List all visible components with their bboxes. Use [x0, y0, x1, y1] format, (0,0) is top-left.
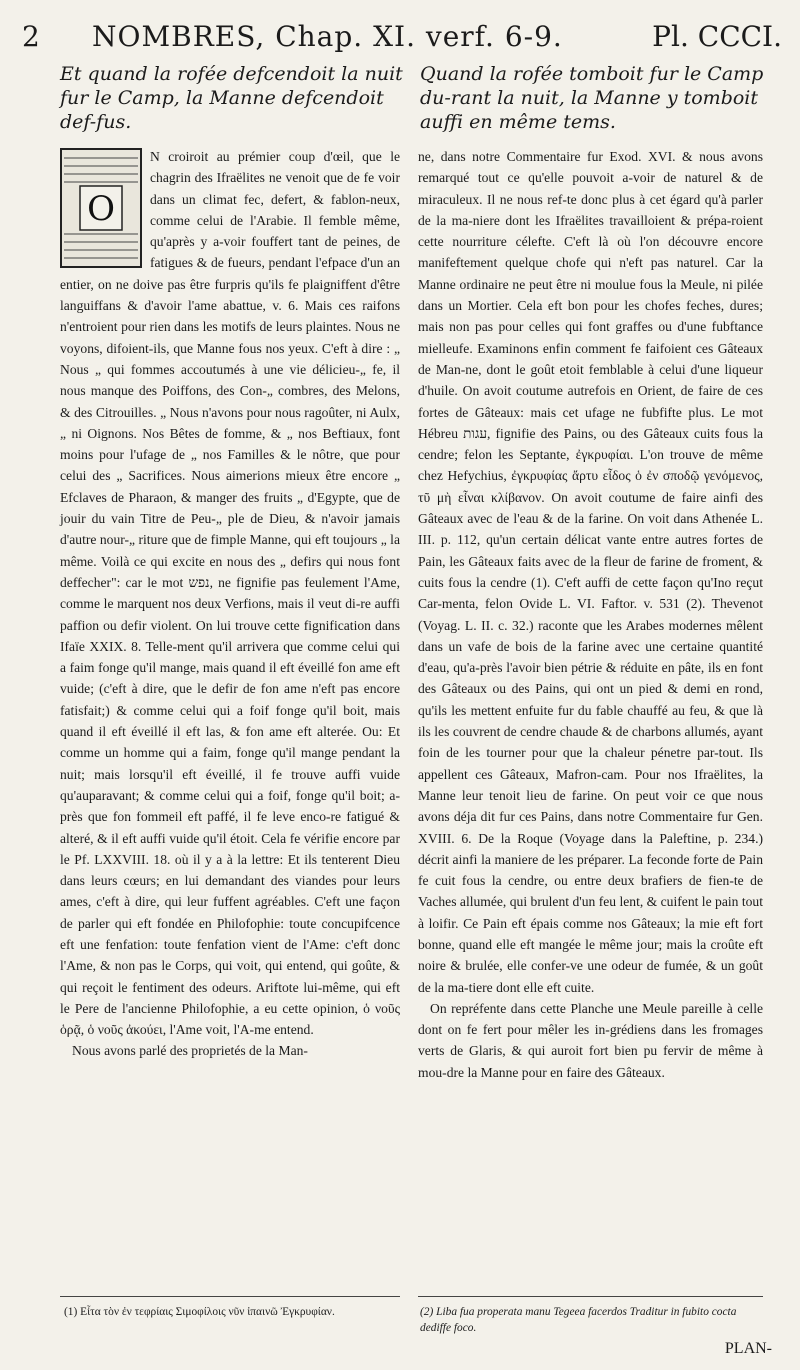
catchword: PLAN- — [724, 1340, 772, 1357]
page-number: 2 — [22, 20, 40, 53]
footnote-rule-right — [418, 1296, 763, 1297]
right-paragraph-2: On repréfente dans cette Planche une Meule pareille à celle dont on fe fert pour mêler les in-grédiens dans les fromages verts de Glaris, & qui auroit fort bien pu fervir de même à mou-dre la Manne pour en faire des Gâteaux. — [418, 1000, 763, 1080]
page-header — [0, 12, 800, 64]
left-paragraph-2: Nous avons parlé des proprietés de la Man- — [72, 1043, 308, 1059]
footnote-rule-left — [60, 1296, 400, 1297]
verse-title-left: Et quand la rofée defcendoit la nuit fur le Camp, la Manne defcendoit def-fus. — [60, 63, 403, 133]
footnote-right: (2) Liba fua properata manu Tegeea facerdos Traditur in fubito cocta dediffe foco. — [420, 1306, 737, 1334]
right-paragraph-1: ne, dans notre Commentaire fur Exod. XVI. & nous avons remarqué tout ce qu'elle pouvoit a-voir de naturel & de miraculeux. Il ne nous ref-te donc plus à cet égard qu'à parler de la ma-niere dont les Ifraëlites travailloient & prépa-roient cette nourriture célefte. C'eft là où l'on découvre encore manifeftement quelque chofe qui n'eft pas naturel. Car la Manne ordinaire ne peut être ni moulue fous la Meule, ni pilée dans un Mortier. Cela eft bon pour les chofes feches, dures; mais non pas pour celles qui font graffes ou d'une fubftance mielleufe. Examinons enfin comment fe faifoient ces Gâteaux de Man-ne, dont le goût etoit femblable à celui d'une liqueur d'huile. On avoit coutume autrefois en Orient, de faire de ces fortes de Gâteaux: mais cet ufage ne fubfifte plus. Le mot Hébreu עגות, fignifie des Pains, ou des Gâteaux cuits fous la cendre; felon les Septante, ἐγκρυφίαι. L'on trouve de même chez Hefychius, ἐγκρυφίας ἄρτυ εἶδος ὁ ἐν σποδῷ γενόμενος, τῦ μὴ εἶναι κλίβανον. On avoit coutume de faire ainfi des Gâteaux avec de l'eau & de la farine. On voit dans Athenée L. III. p. 112, qu'un certain délicat vante entre autres fortes de Pain, les Gâteaux faits avec de la fleur de farine de froment, & cuits fous la cendre (1). C'eft auffi de cette façon qu'Ino reçut Car-menta, felon Ovide L. VI. Faftor. v. 531 (2). Thevenot (Voyag. L. II. c. 32.) raconte que les Arabes modernes mêlent dans un vafe de bois de la farine avec une certaine quantité d'eau, qu'a-près l'avoir bien pétrie & réduite en pâte, ils en font des Gâteaux ou des Pains, qui ont un pied & demi en rond, qu'ils les mettent enfuite fur du fable chauffé au feu, & que là ils les couvrent de cendre chaude & de charbons allumés, ayant foin de les tourner pour que la chaleur pénetre par-tout. Ils appellent ces Gâteaux, Mafron-cam. Pour nos Ifraëlites, la Manne leur tenoit lieu de farine. On peut voir ce que nous avons déja dit fur ces Pains, dans notre Commentaire fur Gen. XVIII. 6. De la Roque (Voyage dans la Paleftine, p. 234.) décrit ainfi la maniere de les préparer. La feconde forte de Pain fe cuit fous la cendre, ou entre deux brafiers de fien-te de Vaches allumée, qui brulent d'un feu lent, & cuifent le pain tout à loifir. Ce Pain eft épais comme nos Gâteaux; la mie eft fort bonne, quand elle eft mangée le même jour; mais la croûte eft noire & brulée, elle confer-ve une odeur de fumée, & un goût de la ma-tiere dont elle eft cuite. — [418, 149, 764, 995]
plate-number: Pl. CCCI. — [652, 20, 782, 53]
running-title — [92, 20, 563, 53]
left-paragraph-1: N croiroit au prémier coup d'œil, que le chagrin des Ifraëlites ne venoit que de fe voir dans un climat fec, defert, & fablon-neux, comme celui de l'Arabie. Il femble même, qu'après y a-voir fouffert tant de peines, de fatigues & de fueurs, pendant l'efpace d'un an entier, on ne doive pas être furpris qu'ils fe plaigniffent d'être languiffans & d'avoir l'ame abattue, v. 6. Mais ces raifons n'entroient pour rien dans les motifs de leurs plaintes. Nous ne voyons, difoient-ils, que Manne fous nos yeux. C'eft à dire : „ Nous „ qui fommes accoutumés à une vie délicieu-„ fe, il nous manque des Poiffons, des Con-„ combres, des Melons, & des Citrouilles. „ Nous n'avons pour nous ragoûter, ni Aulx, „ ni Oignons. Nos Bêtes de fomme, & „ nos Beftiaux, font moins pour l'ufage de „ nos Familles & le nôtre, que pour celui des „ Sacrifices. Nous aimerions mieux être encore „ Efclaves de Pharaon, & manger des fruits „ d'Egypte, que de jouir du vain Titre de Peu-„ ple de Dieu, & n'avoir jamais d'autre nour-„ riture que de fimple Manne, qui eft toujours „ la même. Voilà ce qui excite en nous des „ defirs qui nous font deffecher": car le mot נפש, ne fignifie pas feulement l'Ame, comme le marquent nos deux Verfions, mais il veut di-re auffi paffion ou defir violent. On lui trouve cette fignification dans Ifaïe XXIX. 8. Telle-ment qu'il arrivera que comme celui qui a faim fonge qu'il mange, mais quand il eft éveillé fon ame eft vuide; (c'eft à dire, que le defir de fon ame n'eft pas encore fatisfait;) & comme celui qui a foif fonge qu'il boit, mais quand il eft éveillé il eft las, & fon ame eft alterée. Ou: Et comme un homme qui a faim, fonge qu'il mange pendant la nuit; mais lorsqu'il eft éveillé, il fe trouve auffi vuide qu'auparavant; & comme celui qui a foif, fonge qu'il boit; a-près que fon fommeil eft paffé, il fe leve enco-re fatigué & alteré, & il eft auffi vuide qu'il étoit. Cela fe vérifie encore par le Pf. LXXVIII. 18. où il y a à la lettre: Et ils tenterent Dieu dans leurs cœurs; en lui demandant des viandes pour leurs ames, c'eft à dire, qui leur fuffent agréables. C'eft une façon de parler qui eft fondée en Philofophie: toute concupifcence eft une fenfation: toute fenfation vient de l'Ame: c'eft donc l'Ame, & non pas le Corps, qui voit, qui entend, qui goûte, & qui reçoit le fentiment des odeurs. Ariftote lui-même, qui eft le Pere de l'ancienne Philofophie, a eu cette opinion, ὁ νοῦς ὁρᾷ, ὁ νοῦς ἀκούει, l'Ame voit, l'A-me entend. — [60, 149, 400, 1038]
running-title-book: NOMBRES, — [92, 20, 266, 53]
ornamental-initial-frame — [60, 148, 142, 268]
ornamental-initial — [60, 148, 142, 268]
right-column — [418, 146, 763, 1083]
footnote-left: (1) Εἶτα τὸν ἐν τεφρίαις Σιμοφίλοις νῦν ἰπαινῶ Ἐγκρυφίαν. — [64, 1306, 335, 1318]
left-column — [60, 146, 400, 1062]
svg-text:O: O — [87, 189, 115, 229]
verse-title-right: Quand la rofée tomboit fur le Camp du-rant la nuit, la Manne y tomboit auffi en même tems. — [420, 63, 764, 133]
running-title-chapter: Chap. XI. verf. 6-9. — [275, 20, 563, 53]
